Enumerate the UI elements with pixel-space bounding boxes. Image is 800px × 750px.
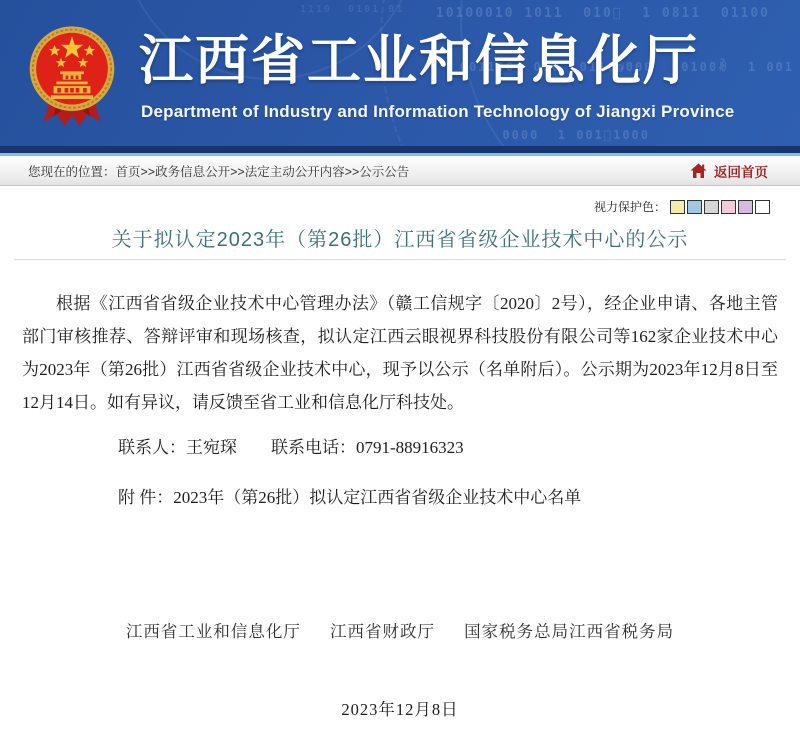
eye-protection-swatch[interactable]: [704, 200, 719, 214]
attachment-line: 附 件：2023年（第26批）拟认定江西省省级企业技术中心名单: [118, 488, 582, 507]
return-home-label: 返回首页: [714, 164, 768, 180]
article-paragraph: 根据《江西省省级企业技术中心管理办法》（赣工信规字〔2020〕2号），经企业申请、各地主管部门审核推荐、答辩评审和现场核查，拟认定江西云眼视界科技股份有限公司等162家企业技术中心为2023年（第26批）江西省省级企业技术中心，现予以公示（名单附后）。公示期为2023年12月8日至12月14日。如有异议，请反馈至省工业和信息化厅科技处。: [22, 294, 778, 412]
binary-pattern: [300, 2, 404, 17]
binary-pattern: [502, 126, 650, 144]
signer-org: 国家税务总局江西省税务局: [464, 622, 675, 641]
eye-protection-swatch[interactable]: [721, 200, 736, 214]
signer-org: 江西省财政厅: [330, 622, 435, 641]
breadcrumb-bar: [0, 156, 800, 186]
national-emblem-icon: [26, 20, 118, 132]
site-title: 江西省工业和信息化厅: [139, 31, 699, 91]
eye-protection-label: 视力保护色：: [593, 200, 666, 214]
home-icon: [690, 163, 707, 179]
title-divider: [14, 259, 786, 260]
signer-org: 江西省工业和信息化厅: [125, 622, 301, 641]
header-bottom-strip: [0, 146, 800, 153]
eye-protection-row: [0, 199, 800, 214]
breadcrumb[interactable]: 您现在的位置：首页>>政务信息公开>>法定主动公开内容>>公示公告: [28, 164, 410, 179]
eye-protection-swatch[interactable]: [687, 200, 702, 214]
signers-row: [0, 618, 800, 642]
main-content: [0, 199, 800, 720]
article-title: 关于拟认定2023年（第26批）江西省省级企业技术中心的公示: [111, 229, 689, 251]
eye-protection-swatch[interactable]: [670, 200, 685, 214]
eye-protection-swatch[interactable]: [755, 200, 770, 214]
publish-date: 2023年12月8日: [341, 700, 459, 719]
site-header: [0, 0, 800, 146]
contact-line: 联系人：王宛琛 联系电话：0791-88916323: [118, 438, 464, 457]
site-subtitle-en: Department of Industry and Information Technology of Jiangxi Province: [141, 102, 735, 121]
eye-protection-swatch[interactable]: [738, 200, 753, 214]
binary-pattern: [436, 4, 770, 24]
return-home-link[interactable]: [690, 161, 768, 181]
